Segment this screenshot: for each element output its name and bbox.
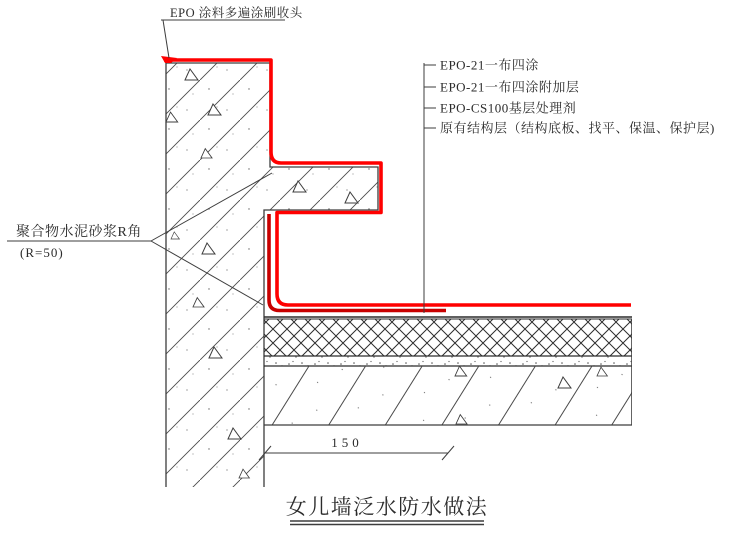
protection-layer (264, 356, 632, 366)
left-label-r-value: (R=50) (20, 245, 64, 260)
left-label-line1: 聚合物水泥砂浆R角 (16, 225, 142, 240)
right-label-additional: EPO-21一布四涂附加层 (440, 79, 580, 95)
membrane-additional-layer (269, 214, 446, 311)
right-label-primer: EPO-CS100基层处理剂 (440, 100, 577, 116)
drawing-title: 女儿墙泛水防水做法 (285, 495, 489, 519)
insulation-layer (264, 319, 632, 356)
top-label: EPO 涂料多遍涂刷收头 (170, 6, 303, 20)
dimension-text: 150 (331, 435, 363, 450)
right-label-structure: 原有结构层（结构底板、找平、保温、保护层) (440, 120, 715, 136)
right-label-membrane: EPO-21一布四涂 (440, 57, 539, 73)
top-leader-line (163, 20, 169, 58)
structural-slab-section (264, 366, 632, 425)
